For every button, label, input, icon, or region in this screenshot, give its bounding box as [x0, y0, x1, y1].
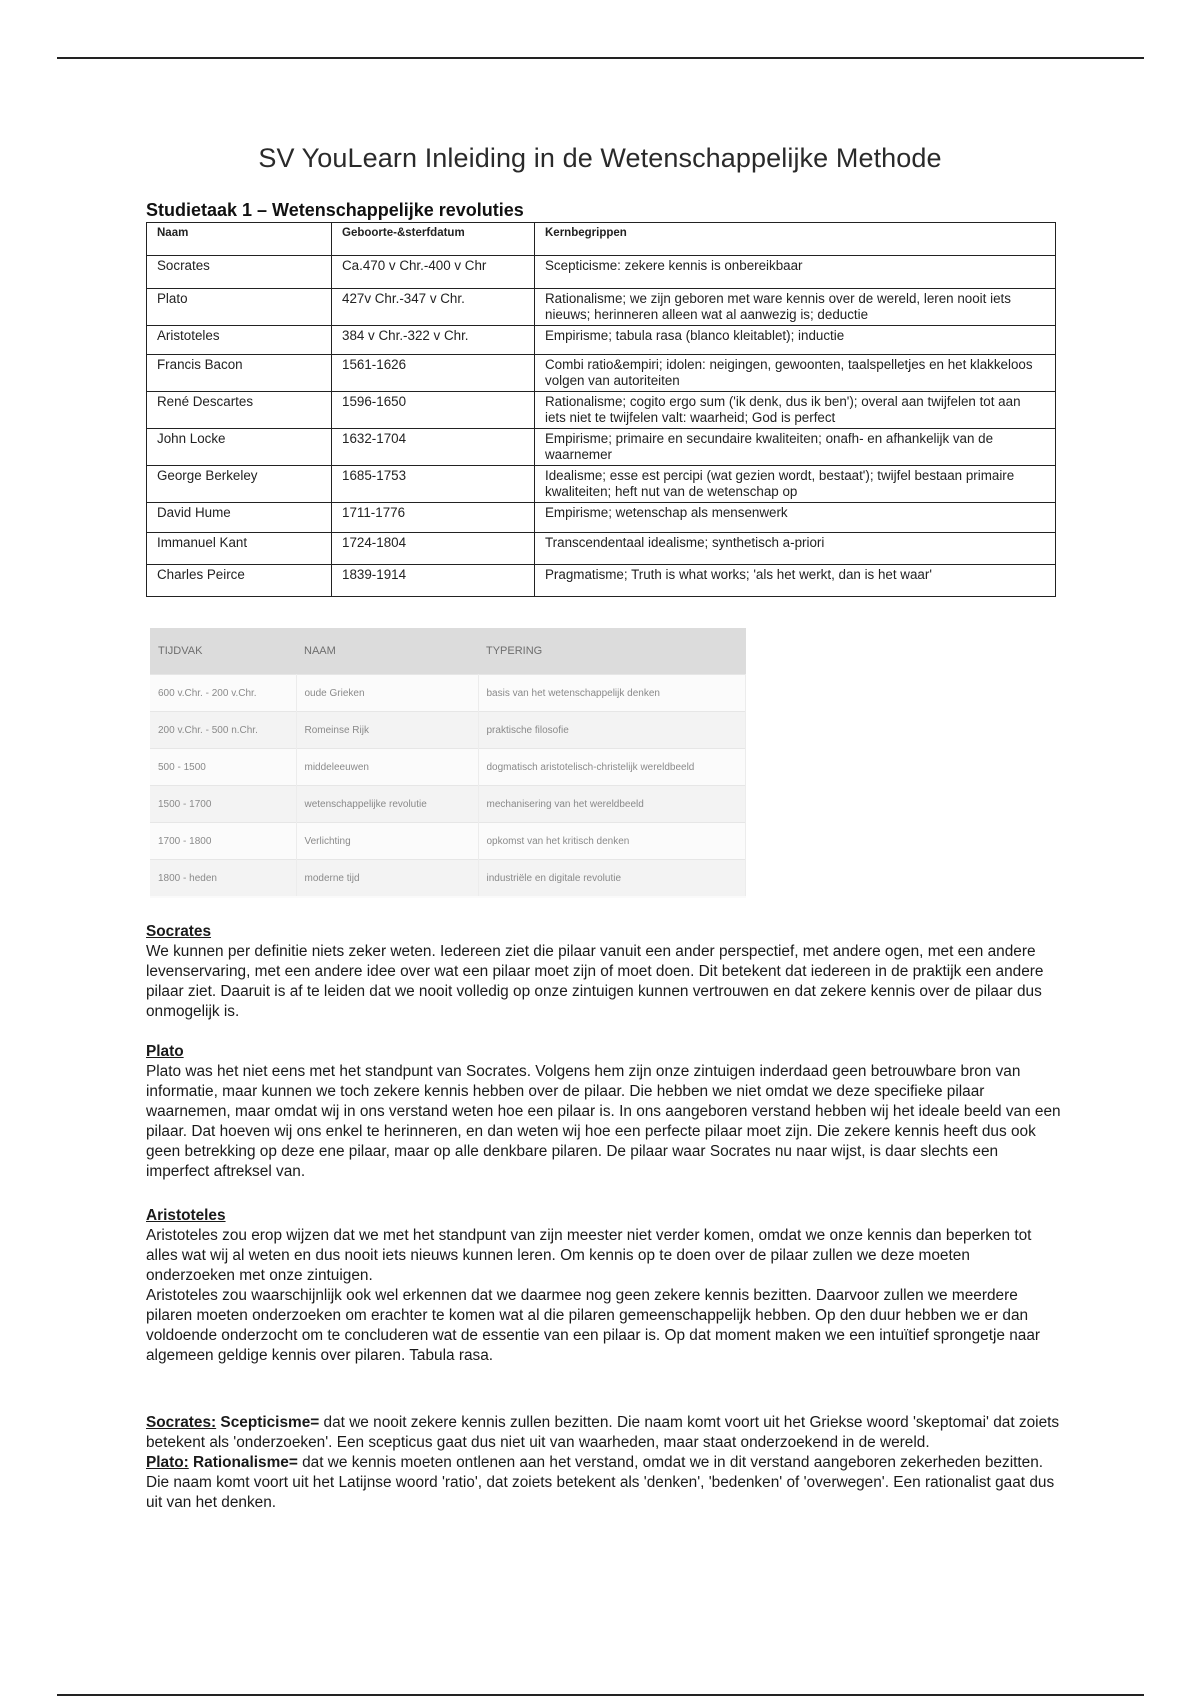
document-title: SV YouLearn Inleiding in de Wetenschappelijke Methode: [258, 143, 942, 173]
cell-concepts: Empirisme; wetenschap als mensenwerk: [535, 503, 1056, 533]
definition-term: Rationalisme=: [188, 1454, 298, 1471]
table-row: [147, 565, 1056, 597]
cell-name: Aristoteles: [147, 326, 332, 355]
definition-plato: [146, 1453, 1061, 1513]
table-row: [150, 823, 746, 860]
section-definitions: [146, 1413, 1061, 1513]
table-row: [150, 675, 746, 712]
section-heading: Aristoteles: [146, 1207, 226, 1224]
table-row: [147, 326, 1056, 355]
cell-name: Charles Peirce: [147, 565, 332, 597]
task-title: Studietaak 1 – Wetenschappelijke revoluties: [146, 200, 524, 220]
cell-concepts: Idealisme; esse est percipi (wat gezien wordt, bestaat'); twijfel bestaan primaire kwaliteiten; heft nut van de wetenschap op: [535, 466, 1056, 503]
cell-name: Immanuel Kant: [147, 533, 332, 565]
cell-concepts: Combi ratio&empiri; idolen: neigingen, gewoonten, taalspelletjes en het klakkeloos volgen van autoriteiten: [535, 355, 1056, 392]
table-row: [147, 289, 1056, 326]
era-type: praktische filosofie: [478, 712, 746, 749]
era-name: oude Grieken: [296, 675, 478, 712]
cell-concepts: Scepticisme: zekere kennis is onbereikbaar: [535, 256, 1056, 289]
cell-dates: 1724-1804: [332, 533, 535, 565]
top-rule: [57, 57, 1144, 59]
era-type: basis van het wetenschappelijk denken: [478, 675, 746, 712]
column-header-name: Naam: [147, 223, 332, 256]
philosophers-table: [146, 222, 1056, 597]
definition-socrates: [146, 1413, 1061, 1453]
era-table: [150, 628, 746, 896]
era-type: mechanisering van het wereldbeeld: [478, 786, 746, 823]
section-body: We kunnen per definitie niets zeker weten. Iedereen ziet die pilaar vanuit een ander perspectief, met andere ogen, met een andere levenservaring, met een andere idee over wat een pilaar moet zijn of moet doen. Dit betekent dat iedereen in de praktijk een andere pilaar ziet. Daaruit is af te leiden dat we nooit volledig op onze zintuigen kunnen vertrouwen en dat zekere kennis over de pilaar dus onmogelijk is.: [146, 943, 1044, 1020]
table-row: [147, 429, 1056, 466]
era-header-type: TYPERING: [478, 628, 746, 675]
definition-text: dat we kennis moeten ontlenen aan het verstand, omdat we in dit verstand aangeboren zekerheden bezitten. Die naam komt voort uit het Latijnse woord 'ratio', dat zoiets betekent als 'denken', 'bedenken' of 'overwegen'. Een rationalist gaat dus uit van het denken.: [146, 1454, 1055, 1511]
table-row: [147, 392, 1056, 429]
era-name: Romeinse Rijk: [296, 712, 478, 749]
era-header-period: TIJDVAK: [150, 628, 296, 675]
table-row: [150, 749, 746, 786]
section-body: Aristoteles zou erop wijzen dat we met het standpunt van zijn meester niet verder komen, omdat we onze kennis dan beperken tot alles wat wij al weten en dus nooit iets nieuws kunnen leren. Om kennis op te doen over de pilaar zullen we deze moeten onderzoeken met onze zintuigen.: [146, 1227, 1032, 1284]
era-period: 500 - 1500: [150, 749, 296, 786]
section-body: Aristoteles zou waarschijnlijk ook wel erkennen dat we daarmee nog geen zekere kennis bezitten. Daarvoor zullen we meerdere pilaren moeten onderzoeken om erachter te komen wat al die pilaren gemeenschappelijk hebben. Op den duur hebben we er dan voldoende onderzocht om te concluderen wat de essentie van een pilaar is. Op dat moment maken we een intuïtief sprongetje naar algemeen geldige kennis over pilaren. Tabula rasa.: [146, 1287, 1041, 1364]
cell-dates: 1839-1914: [332, 565, 535, 597]
cell-concepts: Rationalisme; we zijn geboren met ware kennis over de wereld, leren nooit iets nieuws; herinneren alleen wat al aanwezig is; deductie: [535, 289, 1056, 326]
cell-dates: Ca.470 v Chr.-400 v Chr: [332, 256, 535, 289]
era-name: middeleeuwen: [296, 749, 478, 786]
table-row: [147, 466, 1056, 503]
definition-label: Socrates:: [146, 1414, 217, 1431]
table-row: [150, 860, 746, 897]
table-row: [147, 503, 1056, 533]
cell-concepts: Empirisme; tabula rasa (blanco kleitablet); inductie: [535, 326, 1056, 355]
era-name: wetenschappelijke revolutie: [296, 786, 478, 823]
definition-text: dat we nooit zekere kennis zullen bezitten. Die naam komt voort uit het Griekse woord 'skeptomai' dat zoiets betekent als 'onderzoeken'. Een scepticus gaat dus niet uit van waarheden, maar staat onderzoekend in de wereld.: [146, 1414, 1060, 1451]
cell-dates: 1685-1753: [332, 466, 535, 503]
table-row: [147, 533, 1056, 565]
section-heading: Plato: [146, 1043, 184, 1060]
era-period: 200 v.Chr. - 500 n.Chr.: [150, 712, 296, 749]
era-period: 1500 - 1700: [150, 786, 296, 823]
cell-name: Plato: [147, 289, 332, 326]
section-heading: Socrates: [146, 923, 212, 940]
cell-name: Francis Bacon: [147, 355, 332, 392]
column-header-dates: Geboorte-&sterfdatum: [332, 223, 535, 256]
table-row: [147, 256, 1056, 289]
table-row: [147, 355, 1056, 392]
cell-name: René Descartes: [147, 392, 332, 429]
section-plato: [146, 1042, 1061, 1182]
cell-name: David Hume: [147, 503, 332, 533]
cell-concepts: Pragmatisme; Truth is what works; 'als het werkt, dan is het waar': [535, 565, 1056, 597]
era-table-image: [150, 628, 746, 898]
bottom-rule: [57, 1694, 1144, 1696]
section-socrates: [146, 922, 1061, 1022]
definition-label: Plato:: [146, 1454, 189, 1471]
cell-concepts: Transcendentaal idealisme; synthetisch a-priori: [535, 533, 1056, 565]
era-period: 1800 - heden: [150, 860, 296, 897]
definition-term: Scepticisme=: [216, 1414, 320, 1431]
cell-dates: 1561-1626: [332, 355, 535, 392]
cell-dates: 1632-1704: [332, 429, 535, 466]
cell-dates: 1596-1650: [332, 392, 535, 429]
table-row: [150, 712, 746, 749]
table-header-row: [147, 223, 1056, 256]
cell-name: John Locke: [147, 429, 332, 466]
cell-dates: 1711-1776: [332, 503, 535, 533]
column-header-concepts: Kernbegrippen: [535, 223, 1056, 256]
cell-concepts: Empirisme; primaire en secundaire kwaliteiten; onafh- en afhankelijk van de waarnemer: [535, 429, 1056, 466]
era-type: dogmatisch aristotelisch-christelijk wereldbeeld: [478, 749, 746, 786]
era-period: 1700 - 1800: [150, 823, 296, 860]
cell-name: Socrates: [147, 256, 332, 289]
era-type: opkomst van het kritisch denken: [478, 823, 746, 860]
cell-dates: 384 v Chr.-322 v Chr.: [332, 326, 535, 355]
era-name: Verlichting: [296, 823, 478, 860]
cell-name: George Berkeley: [147, 466, 332, 503]
section-aristoteles: [146, 1206, 1061, 1366]
era-name: moderne tijd: [296, 860, 478, 897]
cell-concepts: Rationalisme; cogito ergo sum ('ik denk, dus ik ben'); overal aan twijfelen tot aan iets niet te twijfelen valt: waarheid; God is perfect: [535, 392, 1056, 429]
era-type: industriële en digitale revolutie: [478, 860, 746, 897]
section-body: Plato was het niet eens met het standpunt van Socrates. Volgens hem zijn onze zintuigen inderdaad geen betrouwbare bron van informatie, maar kunnen we toch zekere kennis hebben over de pilaar. Die hebben we niet omdat we deze specifieke pilaar waarnemen, maar omdat wij in ons verstand weten hoe een pilaar is. In ons aangeboren verstand hebben wij het ideale beeld van een pilaar. Dat hoeven wij ons enkel te herinneren, en dan weten wij hoe een perfecte pilaar moet zijn. Die zekere kennis heeft dus ook geen betrekking op deze ene pilaar, maar op alle denkbare pilaren. De pilaar waar Socrates nu naar wijst, is daar slechts een imperfect aftreksel van.: [146, 1063, 1061, 1180]
cell-dates: 427v Chr.-347 v Chr.: [332, 289, 535, 326]
era-header-name: NAAM: [296, 628, 478, 675]
era-period: 600 v.Chr. - 200 v.Chr.: [150, 675, 296, 712]
era-header-row: [150, 628, 746, 675]
table-row: [150, 786, 746, 823]
